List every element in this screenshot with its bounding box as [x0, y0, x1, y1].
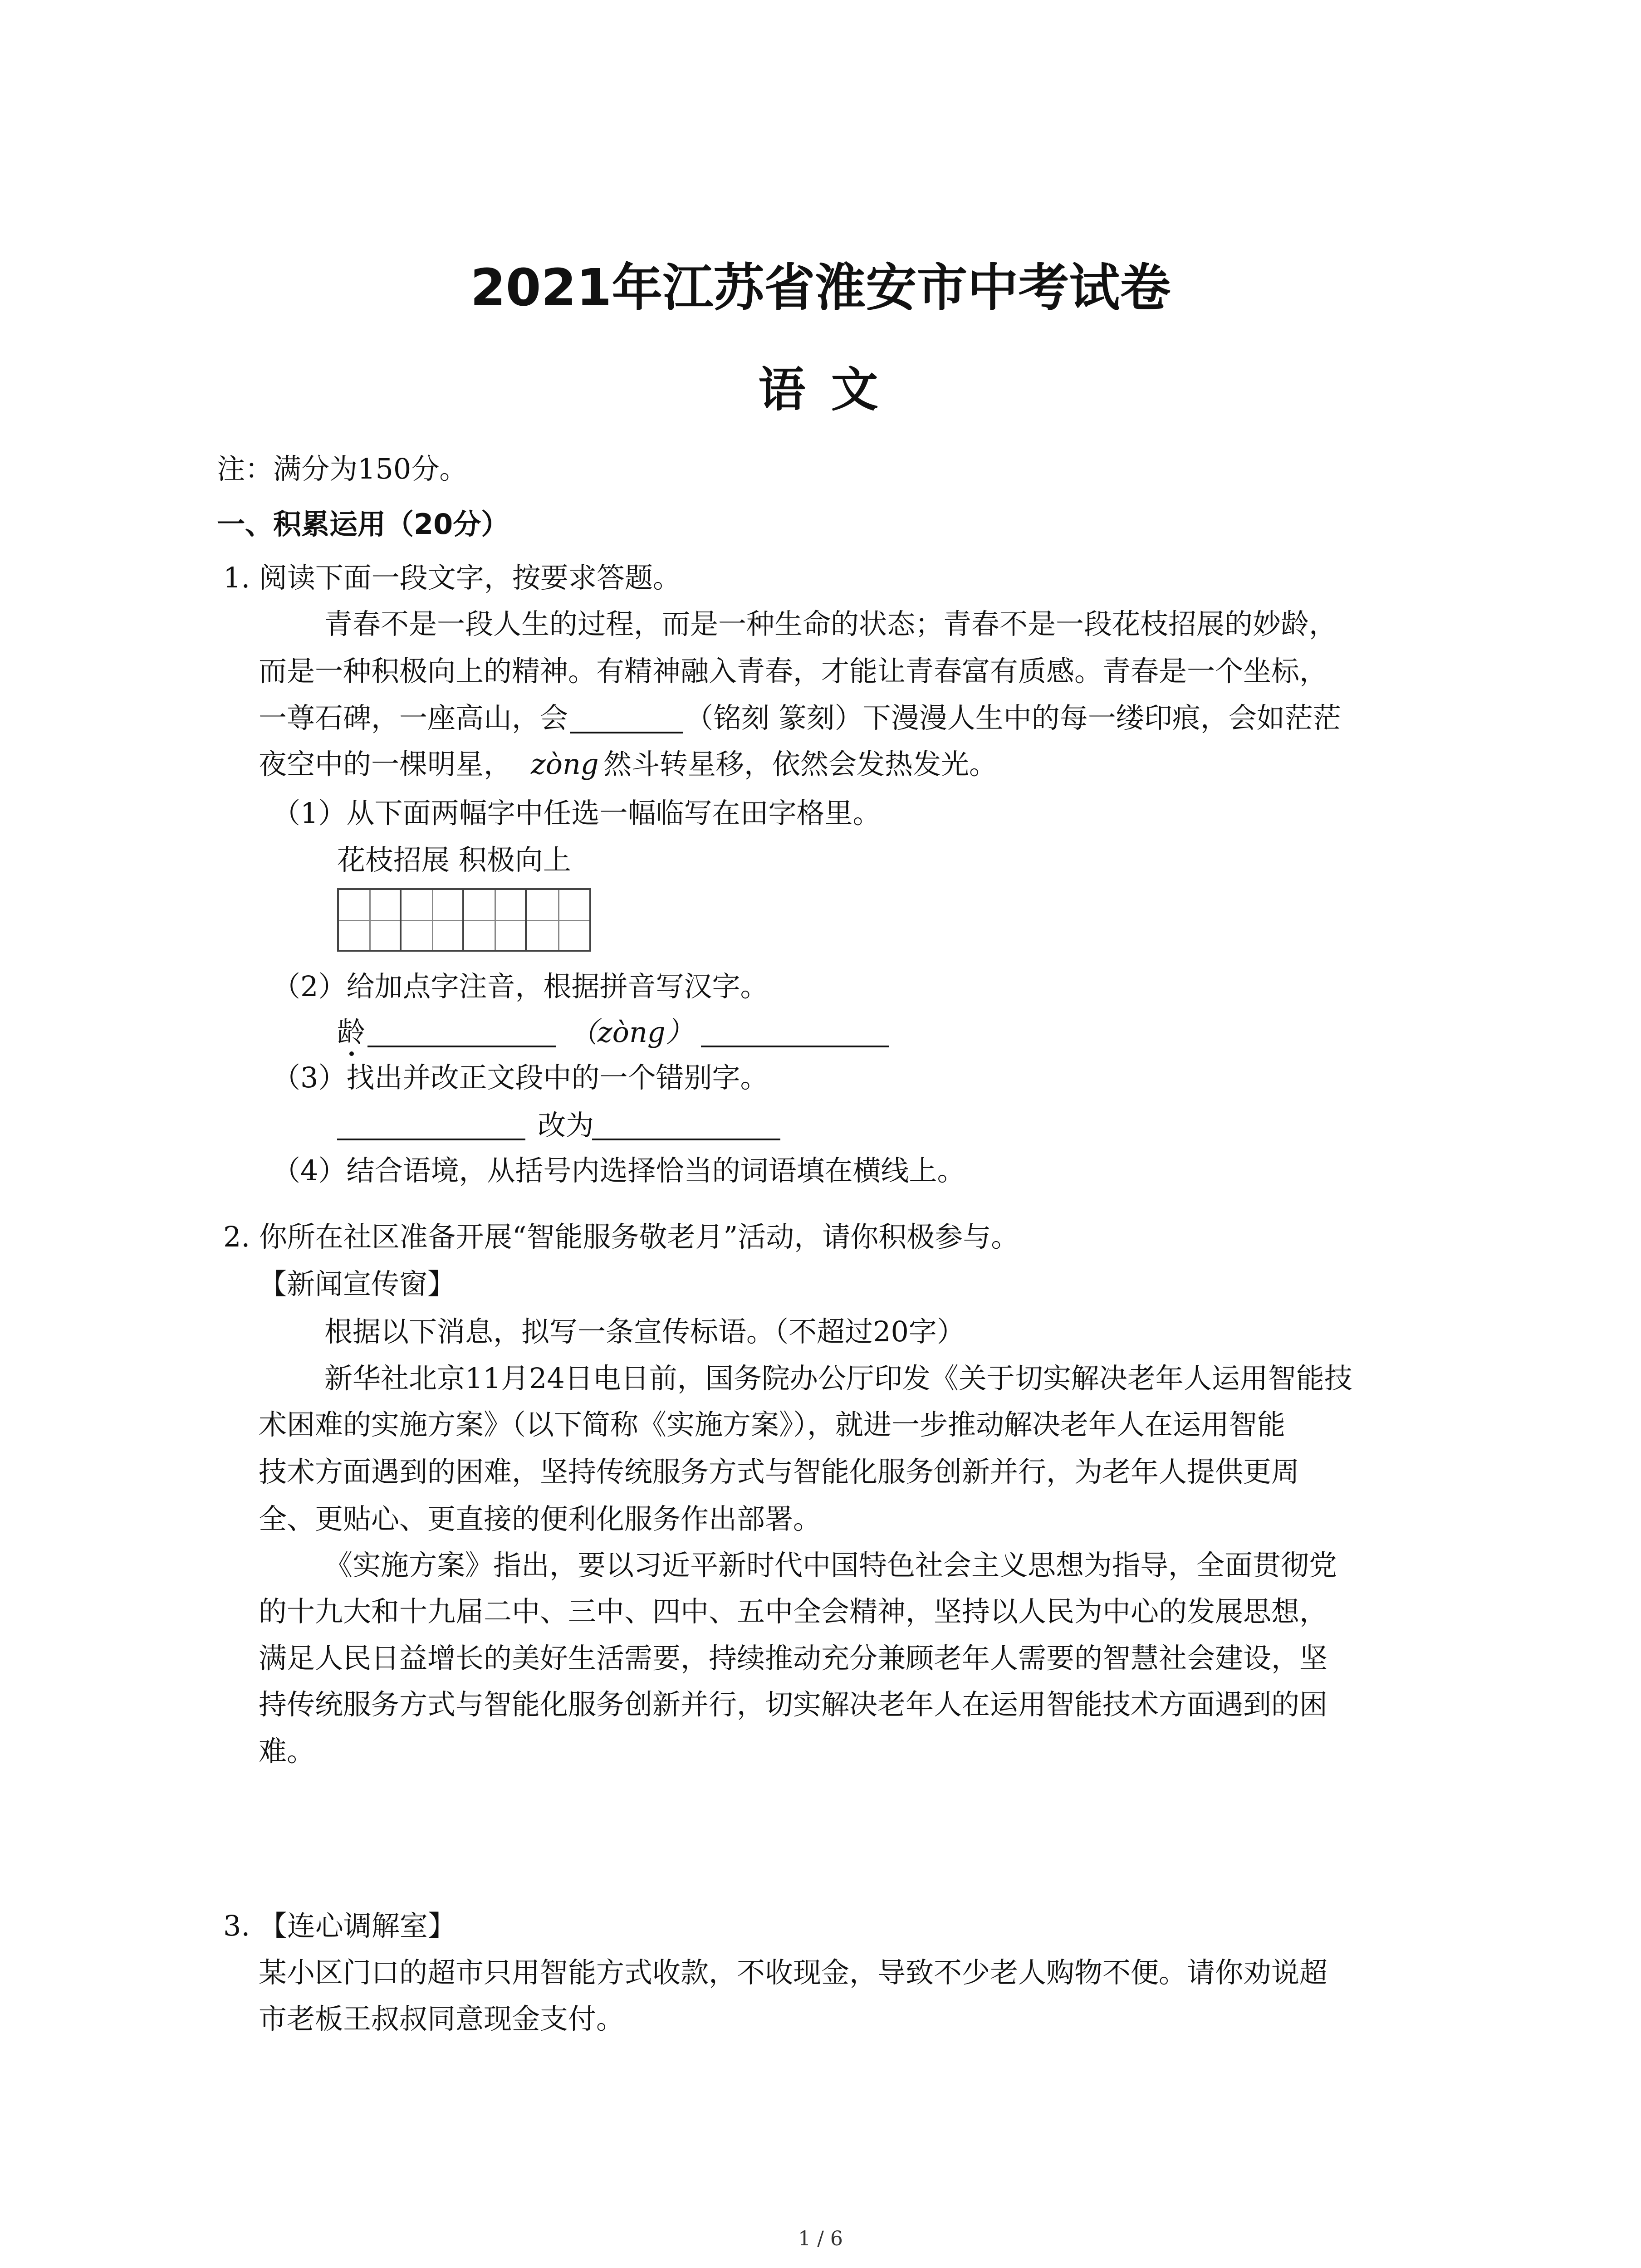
news-line: 术困难的实施方案》（以下简称《实施方案》），就进一步推动解决老年人在运用智能: [259, 1408, 1286, 1441]
q3-stem: 3. 【连心调解室】: [223, 1909, 456, 1942]
q1-line: 夜空中的一棵明星，: [259, 748, 512, 781]
grid-cell[interactable]: [464, 890, 527, 950]
news-line: 《实施方案》指出，要以习近平新时代中国特色社会主义思想为指导，全面贯彻党: [324, 1549, 1337, 1582]
q1-line-post: （铭刻 篆刻）下漫漫人生中的每一缕印痕，会如茫茫: [685, 701, 1341, 734]
answer-blank[interactable]: [337, 1139, 525, 1140]
q2-task: 根据以下消息，拟写一条宣传标语。（不超过20字）: [324, 1315, 965, 1348]
exam-title: 2021年江苏省淮安市中考试卷: [470, 259, 1171, 318]
grid-cell[interactable]: [402, 890, 464, 950]
emphasis-dot: [349, 1051, 354, 1056]
news-line: 持传统服务方式与智能化服务创新并行，切实解决老年人在运用智能技术方面遇到的困: [259, 1688, 1328, 1721]
tianzige-grid[interactable]: [337, 888, 591, 952]
grid-cell[interactable]: [339, 890, 402, 950]
q1-line-pre: 一尊石碑，一座高山，会: [259, 701, 568, 734]
sub-question-1: （1）从下面两幅字中任选一幅临写在田字格里。: [272, 797, 881, 830]
news-line: 全、更贴心、更直接的便利化服务作出部署。: [259, 1502, 822, 1535]
answer-blank[interactable]: [367, 1046, 556, 1047]
section-heading: 一、积累运用（20分）: [217, 508, 509, 541]
correct-to-label: 改为: [538, 1109, 594, 1142]
q1-line: 而是一种积极向上的精神。有精神融入青春，才能让青春富有质感。青春是一个坐标，: [259, 655, 1328, 688]
answer-blank[interactable]: [570, 732, 683, 733]
grid-cell[interactable]: [527, 890, 589, 950]
subject-title: 语 文: [758, 362, 883, 417]
news-line: 的十九大和十九届二中、三中、四中、五中全会精神，坚持以人民为中心的发展思想，: [259, 1595, 1328, 1628]
news-line: 技术方面遇到的困难，坚持传统服务方式与智能化服务创新并行，为老年人提供更周: [259, 1455, 1300, 1488]
q1-stem: 1. 阅读下面一段文字，按要求答题。: [223, 561, 681, 594]
page-number: 1 / 6: [798, 2227, 843, 2250]
copy-words: 花枝招展 积极向上: [337, 843, 571, 876]
q3-line: 某小区门口的超市只用智能方式收款，不收现金，导致不少老人购物不便。请你劝说超: [259, 1956, 1328, 1989]
answer-blank[interactable]: [592, 1139, 780, 1140]
sub-question-4: （4）结合语境，从括号内选择恰当的词语填在横线上。: [272, 1154, 965, 1187]
pinyin-text: zòng: [531, 748, 599, 781]
news-line: 满足人民日益增长的美好生活需要，持续推动充分兼顾老年人需要的智慧社会建设，坚: [259, 1642, 1328, 1675]
answer-blank[interactable]: [701, 1046, 889, 1047]
score-note: 注：满分为150分。: [217, 452, 468, 485]
sub-question-2: （2）给加点字注音，根据拼音写汉字。: [272, 970, 769, 1003]
q3-line: 市老板王叔叔同意现金支付。: [259, 2002, 625, 2035]
q1-line: 青春不是一段人生的过程，而是一种生命的状态；青春不是一段花枝招展的妙龄，: [324, 607, 1337, 640]
news-line: 新华社北京11月24日电日前，国务院办公厅印发《关于切实解决老年人运用智能技: [324, 1362, 1352, 1395]
pinyin-prompt: （zòng）: [569, 1016, 694, 1049]
sub-question-3: （3）找出并改正文段中的一个错别字。: [272, 1061, 769, 1094]
q2-heading: 【新闻宣传窗】: [259, 1267, 456, 1300]
q2-stem: 2. 你所在社区准备开展“智能服务敬老月”活动，请你积极参与。: [223, 1220, 1019, 1253]
news-line: 难。: [259, 1735, 315, 1768]
q1-line-end: 然斗转星移，依然会发热发光。: [603, 748, 998, 781]
dotted-char: 龄: [337, 1016, 366, 1049]
